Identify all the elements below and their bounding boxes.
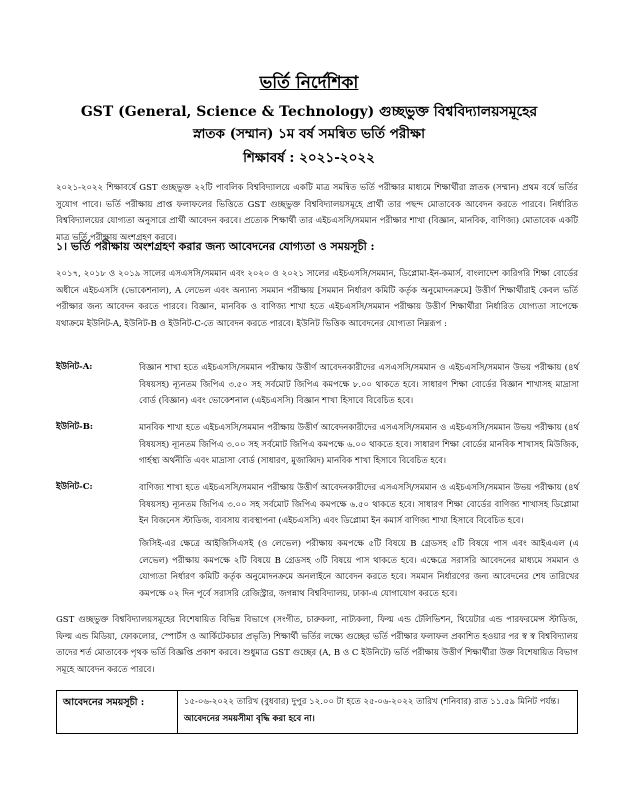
unit-b-text: মানবিক শাখা হতে এইচএসসি/সমমান পরীক্ষায় উত্তীর্ণ আবেদনকারীদের এসএসসি/সমমান ও এইচএসসি/সমমান উভয় পরীক্ষায় (৪র্থ বিষয়সহ) ন্যূনতম জিপিএ ৩.০০ সহ সর্বমোট জিপিএ কমপক্ষে ৬.০০ থাকতে হবে। সাধারণ শিক্ষা বোর্ডের মানবিক শাখাসহ মিউজিক, গার্হস্থ্য অর্থনীতি এবং মাদ্রাসা বোর্ড (সাধারণ, মুজাব্বিদ) মানবিক শাখা হিসাবে বিবেচিত হবে। [139,423,579,466]
unit-b-label: ইউনিট-B: [56,422,94,432]
gce-note-paragraph: জিসিই-এর ক্ষেত্রে আইজিসিএসই (ও লেভেল) পরীক্ষায় কমপক্ষে ৫টি বিষয়ে B গ্রেডসহ ৫টি বিষয়ে পাস এবং আইএএল (এ লেভেল) পরীক্ষায় কমপক্ষে ২টি বিষয়ে B গ্রেডসহ ৩টি বিষয়ে পাস থাকতে হবে। এক্ষেত্রে সরাসরি আবেদনের মাধ্যমে সমমান ও যোগ্যতা নির্ধারণ কমিটি কর্তৃক অনুমোদনক্রমে অনলাইনে আবেদন করতে হবে। সমমান নির্ধারণের জন্য আবেদনের শেষ তারিখের কমপক্ষে ০২ দিন পূর্বে সরাসরি রেজিস্ট্রার, জগন্নাথ বিশ্ববিদ্যালয়, ঢাকা-এ যোগাযোগ করতে হবে। [139,539,579,599]
schedule-details [178,691,578,734]
academic-session: শিক্ষাবর্ষ : ২০২১-২০২২ [243,150,375,166]
table-row [57,691,578,734]
application-schedule-table [56,690,578,734]
section-heading-eligibility: ১। ভর্তি পরীক্ষায় অংশগ্রহণ করার জন্য আবেদনের যোগ্যতা ও সময়সূচী : [56,240,375,253]
unit-a-label: ইউনিট-A: [56,362,93,372]
document-title: ভর্তি নির্দেশিকা [259,73,359,93]
schedule-dates: ১৫-০৬-২০২২ তারিখ (বুধবার) দুপুর ১২.০০ টা হতে ২৫-০৬-২০২২ তারিখ (শনিবার) রাত ১১.৫৯ মিনিট পর্যন্ত। [184,697,560,707]
schedule-label: আবেদনের সময়সূচী : [57,691,178,734]
document-subtitle: GST (General, Science & Technology) গুচ্ছভুক্ত বিশ্ববিদ্যালয়সমূহের [80,104,538,120]
intro-paragraph: ২০২১-২০২২ শিক্ষাবর্ষে GST গুচ্ছভুক্ত ২২টি পাবলিক বিশ্ববিদ্যালয়ে একটি মাত্র সমন্বিত ভর্তি পরীক্ষার মাধ্যমে শিক্ষার্থীরা স্নাতক (সম্মান) প্রথম বর্ষে ভর্তির সুযোগ পাবে। ভর্তি পরীক্ষায় প্রাপ্ত ফলাফলের ভিত্তিতে GST গুচ্ছভুক্ত বিশ্ববিদ্যালয়সমূহে প্রার্থী তার পছন্দ মোতাবেক আবেদন করতে পারবে। নির্ধারিত বিশ্ববিদ্যালয়ের যোগ্যতা অনুসারে প্রার্থী আবেদন করবে। প্রত্যেক শিক্ষার্থী তার এইচএসসি/সমমান পরীক্ষার শাখা (বিজ্ঞান, মানবিক, বাণিজ্য) মোতাবেক একটি মাত্র ভর্তি পরীক্ষায় অংশগ্রহণ করবে। [56,183,578,243]
schedule-no-extension: আবেদনের সময়সীমা বৃদ্ধি করা হবে না। [184,714,315,724]
exam-title: স্নাতক (সম্মান) ১ম বর্ষ সমন্বিত ভর্তি পরীক্ষা [192,126,426,142]
unit-c-label: ইউনিট-C: [56,482,93,492]
gst-specialized-note: GST গুচ্ছভুক্ত বিশ্ববিদ্যালয়সমূহের বিশেষায়িত বিভিন্ন বিভাগে (সংগীত, চারুকলা, নাট্যকলা, ফিল্ম এন্ড টেলিভিশন, থিয়েটার এন্ড পারফরমেন্স স্টাডিজ, ফিল্ম এন্ড মিডিয়া, ফোকলোর, স্পোর্টস ও আর্কিটেকচার প্রভৃতি) শিক্ষার্থী ভর্তির লক্ষ্যে গুচ্ছের ভর্তি পরীক্ষার ফলাফল প্রকাশিত হওয়ার পর স্ব স্ব বিশ্ববিদ্যালয় তাদের শর্ত মোতাবেক পৃথক ভর্তি বিজ্ঞপ্তি প্রকাশ করবে। শুধুমাত্র GST গুচ্ছের (A, B ও C ইউনিটে) ভর্তি পরীক্ষায় উত্তীর্ণ শিক্ষার্থীরা উক্ত বিশেষায়িত বিভাগ সমূহে আবেদন করতে পারবে। [56,615,578,675]
eligibility-paragraph: ২০১৭, ২০১৮ ও ২০১৯ সালের এসএসসি/সমমান এবং ২০২০ ও ২০২১ সালের এইচএসসি/সমমান, ডিপ্লোমা-ইন-কমার্স, বাংলাদেশ কারিগরি শিক্ষা বোর্ডের অধীনে এইচএসসি (ভোকেশনাল), A লেভেল এবং অন্যান্য সমমান পরীক্ষায় [সমমান নির্ধারণ কমিটি কর্তৃক অনুমোদনক্রমে] উত্তীর্ণ শিক্ষার্থীরাই কেবল ভর্তি পরীক্ষার জন্য আবেদন করতে পারবে। বিজ্ঞান, মানবিক ও বাণিজ্য শাখা হতে এইচএসসি/সমমান পরীক্ষায় উত্তীর্ণ শিক্ষার্থীরা নির্ধারিত যোগ্যতা সাপেক্ষে যথাক্রমে ইউনিট-A, ইউনিট-B ও ইউনিট-C-তে আবেদন করতে পারবে। ইউনিট ভিত্তিক আবেদনের যোগ্যতা নিম্নরূপ : [56,269,578,329]
unit-a-text: বিজ্ঞান শাখা হতে এইচএসসি/সমমান পরীক্ষায় উত্তীর্ণ আবেদনকারীদের এসএসসি/সমমান ও এইচএসসি/সমমান উভয় পরীক্ষায় (৪র্থ বিষয়সহ) ন্যূনতম জিপিএ ৩.৫০ সহ সর্বমোট জিপিএ কমপক্ষে ৮.০০ থাকতে হবে। সাধারণ শিক্ষা বোর্ডের বিজ্ঞান শাখাসহ মাদ্রাসা বোর্ড (বিজ্ঞান) এবং ভোকেশনাল (এইচএসসি) বিজ্ঞান শাখা হিসাবে বিবেচিত হবে। [139,363,579,406]
unit-c-text: বাণিজ্য শাখা হতে এইচএসসি/সমমান পরীক্ষায় উত্তীর্ণ আবেদনকারীদের এসএসসি/সমমান ও এইচএসসি/সমমান উভয় পরীক্ষায় (৪র্থ বিষয়সহ) ন্যূনতম জিপিএ ৩.০০ সহ সর্বমোট জিপিএ কমপক্ষে ৬.৫০ থাকতে হবে। সাধারণ শিক্ষা বোর্ডের বাণিজ্য শাখাসহ ডিপ্লোমা ইন বিজনেস স্টাডিজ, ব্যবসায় ব্যবস্থাপনা (এইচএসসি) এবং ডিপ্লোমা ইন কমার্স বাণিজ্য শাখা হিসাবে বিবেচিত হবে। [139,483,579,526]
